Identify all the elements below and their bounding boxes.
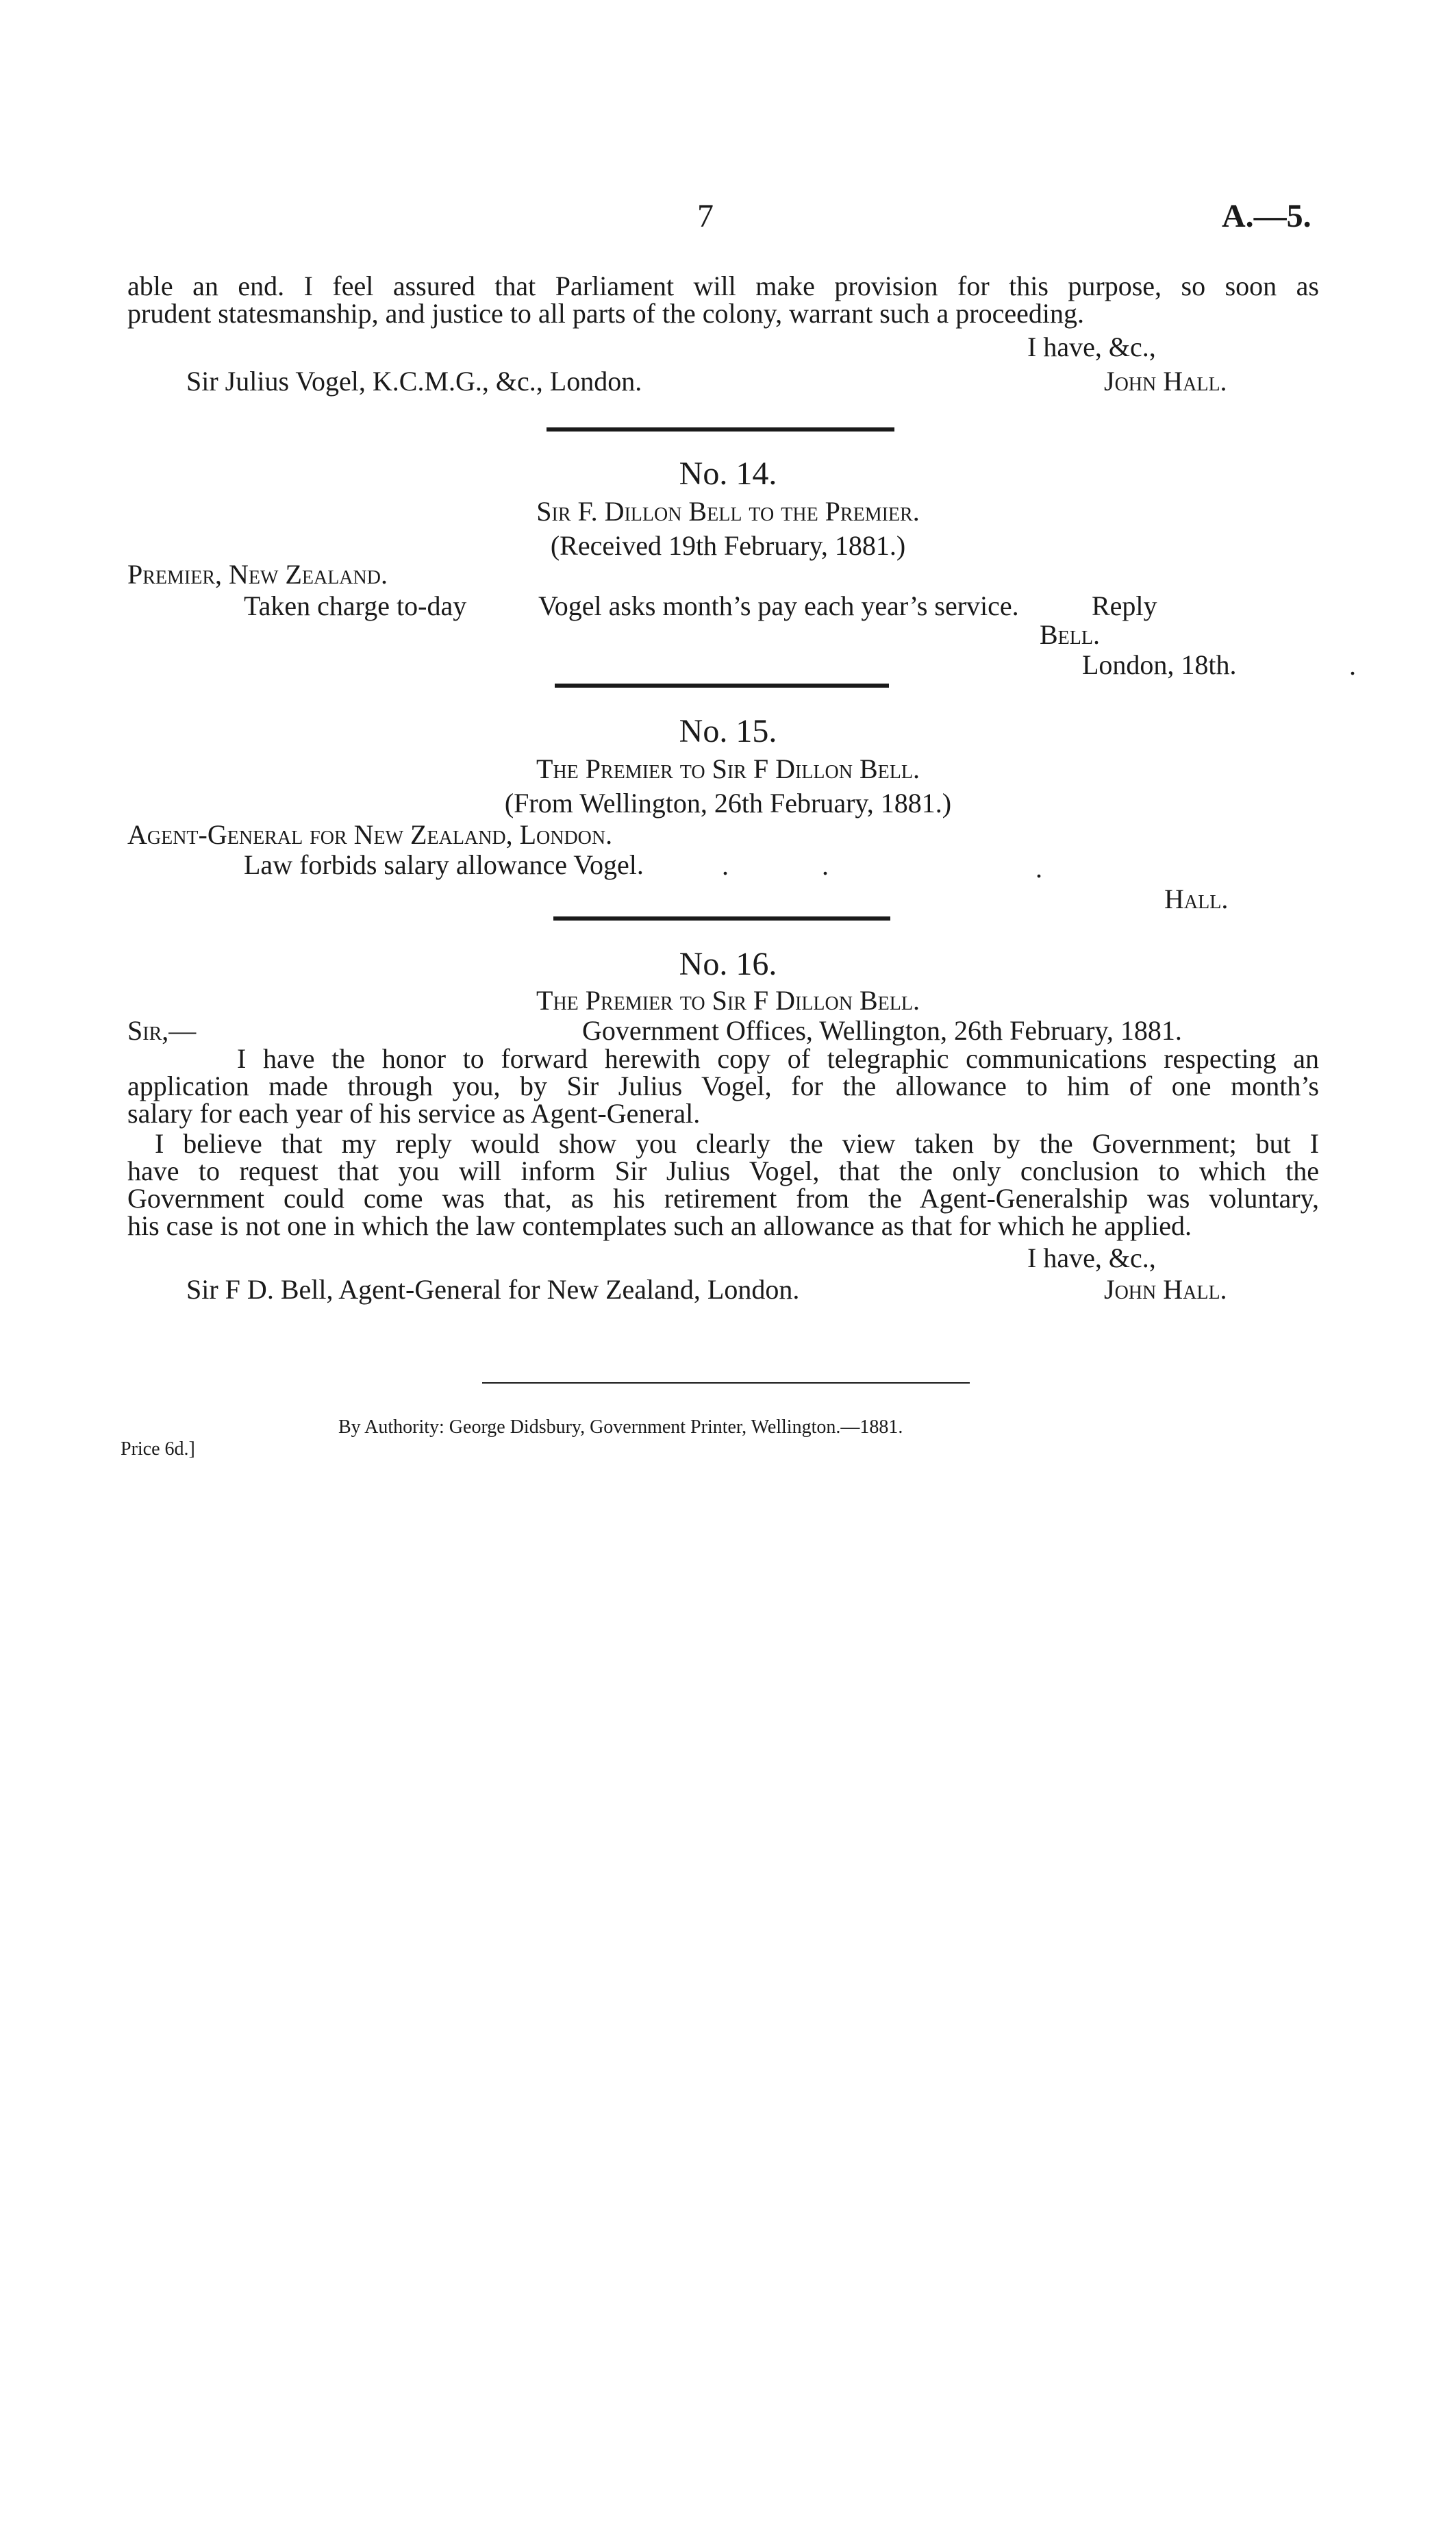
imprint-line: By Authority: George Didsbury, Government Printer, Wellington.—1881. <box>338 1416 903 1438</box>
no14-message-part1: Taken charge to-day <box>244 590 467 621</box>
stray-mark: . <box>722 850 729 881</box>
stray-mark: . <box>1035 853 1042 884</box>
no15-addressee: Agent-General for New Zealand, London. <box>127 819 613 850</box>
no14-message-part3: Reply <box>1092 590 1157 621</box>
no16-p2-line-1: I believe that my reply would show you clearly the view taken by the Government; but I <box>155 1128 1319 1159</box>
no14-message-part2: Vogel asks month’s pay each year’s service. <box>538 590 1019 621</box>
no16-p2-line-4: his case is not one in which the law contemplates such an allowance as that for which he applied. <box>127 1210 1192 1241</box>
price-label: Price 6d.] <box>121 1438 195 1460</box>
no16-p1-line-2: application made through you, by Sir Julius Vogel, for the allowance to him of one month’s <box>127 1071 1319 1101</box>
intro-line-1: able an end. I feel assured that Parliament will make provision for this purpose, so soon as <box>127 271 1319 301</box>
no15-message: Law forbids salary allowance Vogel. <box>244 849 644 880</box>
no15-subtitle: The Premier to Sir F Dillon Bell. <box>536 753 920 784</box>
no16-p1-line-1: I have the honor to forward herewith copy of telegraphic communications respecting an <box>237 1043 1319 1074</box>
no14-place: London, 18th. <box>1082 649 1237 680</box>
no14-received: (Received 19th February, 1881.) <box>550 530 906 561</box>
no16-p2-line-2: have to request that you will inform Sir Julius Vogel, that the only conclusion to which the <box>127 1155 1319 1186</box>
no16-addressee: Sir F D. Bell, Agent-General for New Zealand, London. <box>186 1274 800 1305</box>
document-reference: A.—5. <box>1222 198 1311 234</box>
stray-mark: . <box>822 850 829 881</box>
no14-signature: Bell. <box>1040 619 1100 650</box>
intro-addressee: Sir Julius Vogel, K.C.M.G., &c., London. <box>186 366 642 397</box>
section-divider-3 <box>553 916 890 921</box>
intro-paragraph <box>127 273 1319 327</box>
intro-signature: John Hall. <box>1104 366 1227 397</box>
no15-received: (From Wellington, 26th February, 1881.) <box>504 788 952 819</box>
no16-signature: John Hall. <box>1104 1274 1227 1305</box>
no16-salutation: Sir,— <box>127 1015 197 1046</box>
no16-subtitle: The Premier to Sir F Dillon Bell. <box>536 985 920 1016</box>
no16-p1-line-3: salary for each year of his service as Agent-General. <box>127 1098 701 1129</box>
intro-closing: I have, &c., <box>1027 332 1156 362</box>
no15-signature: Hall. <box>1164 884 1229 914</box>
no14-addressee: Premier, New Zealand. <box>127 559 388 590</box>
no14-heading: No. 14. <box>679 455 777 492</box>
stray-mark: . <box>1349 650 1356 681</box>
section-divider-1 <box>547 427 894 432</box>
no15-heading: No. 15. <box>679 713 777 749</box>
no16-heading: No. 16. <box>679 946 777 982</box>
no16-p2-line-3: Government could come was that, as his retirement from the Agent-Generalship was voluntary, <box>127 1183 1319 1214</box>
no16-paragraph-1 <box>127 1045 1319 1127</box>
page-number: 7 <box>697 198 714 234</box>
section-divider-2 <box>555 684 889 688</box>
no14-subtitle: Sir F. Dillon Bell to the Premier. <box>536 496 920 527</box>
no16-dateline: Government Offices, Wellington, 26th February, 1881. <box>582 1015 1182 1046</box>
no16-paragraph-2 <box>127 1130 1319 1240</box>
footer-rule <box>482 1382 970 1384</box>
intro-line-2: prudent statesmanship, and justice to all parts of the colony, warrant such a proceeding. <box>127 298 1084 329</box>
no16-closing: I have, &c., <box>1027 1242 1156 1273</box>
